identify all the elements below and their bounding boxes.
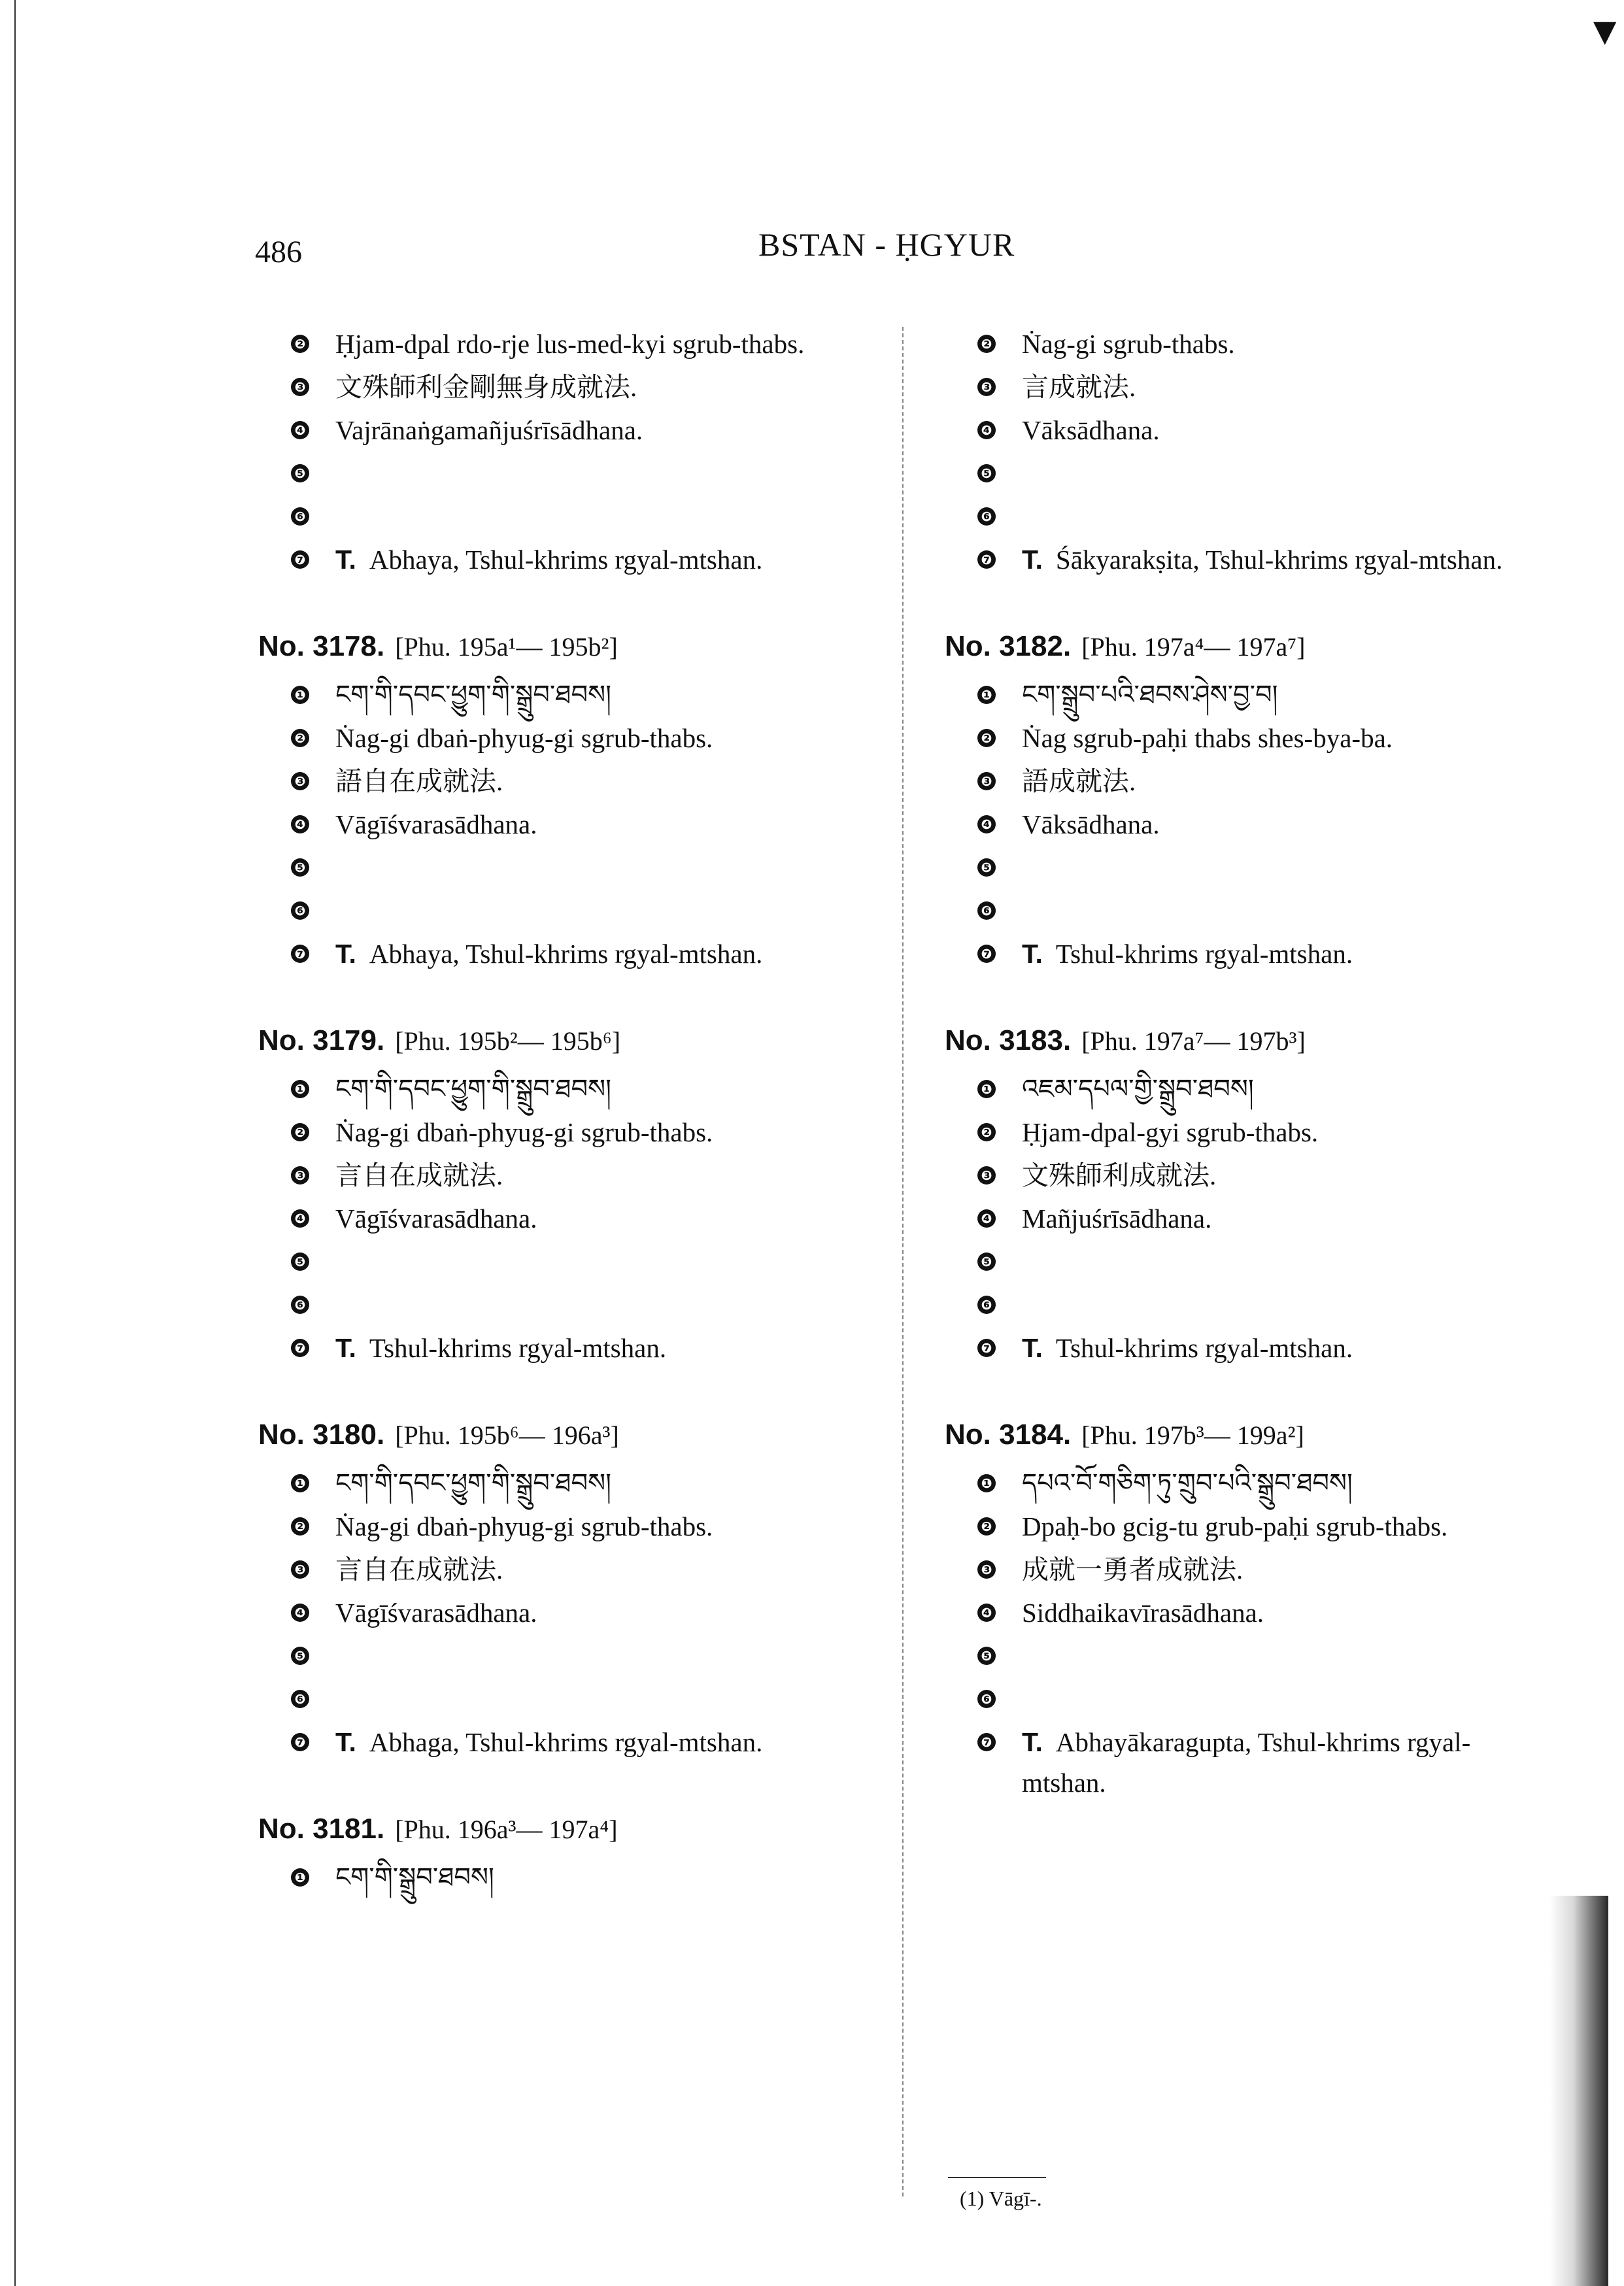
entry-field bbox=[977, 1592, 1553, 1636]
entry-field bbox=[291, 1285, 886, 1328]
entry-folio-ref: [Phu. 197a⁴— 197a⁷] bbox=[1081, 632, 1306, 662]
entry-heading bbox=[945, 1024, 1553, 1057]
field-number-marker: ❼ bbox=[291, 945, 309, 963]
left-margin-rule bbox=[14, 0, 16, 2286]
translator-prefix: T. bbox=[335, 1727, 356, 1757]
field-number-marker: ❻ bbox=[291, 507, 309, 526]
entry-folio-ref: [Phu. 197b³— 199a²] bbox=[1081, 1420, 1304, 1450]
field-number-marker: ❼ bbox=[977, 1339, 996, 1357]
entry-field bbox=[291, 1112, 886, 1155]
entry-field bbox=[977, 1506, 1553, 1549]
field-text: 語自在成就法. bbox=[335, 766, 503, 796]
entry-field bbox=[977, 1155, 1553, 1198]
field-text: Ṅag-gi dbaṅ-phyug-gi sgrub-thabs. bbox=[335, 1117, 713, 1147]
translator-prefix: T. bbox=[335, 545, 356, 575]
field-number-marker: ❺ bbox=[291, 858, 309, 877]
tibetan-title bbox=[335, 1463, 886, 1504]
field-value bbox=[335, 1112, 886, 1152]
entry-field bbox=[291, 1241, 886, 1285]
field-value bbox=[335, 804, 886, 845]
tibetan-title bbox=[1022, 675, 1553, 715]
entry-field bbox=[977, 539, 1553, 582]
field-number-marker: ❸ bbox=[977, 1560, 996, 1579]
field-value bbox=[335, 718, 886, 758]
field-number-marker: ❼ bbox=[291, 1339, 309, 1357]
field-text: Ṅag sgrub-paḥi thabs shes-bya-ba. bbox=[1022, 723, 1393, 753]
field-text: Tshul-khrims rgyal-mtshan. bbox=[369, 1333, 667, 1363]
tibetan-title bbox=[335, 675, 886, 715]
field-value bbox=[335, 410, 886, 450]
entry-field bbox=[291, 890, 886, 933]
field-number-marker: ❺ bbox=[291, 1252, 309, 1271]
field-number-marker: ❸ bbox=[977, 1166, 996, 1185]
field-text: Vāgīśvarasādhana. bbox=[335, 1203, 537, 1234]
entry-field bbox=[977, 804, 1553, 847]
entry-field bbox=[977, 453, 1553, 496]
entry-field bbox=[291, 1198, 886, 1241]
field-number-marker: ❸ bbox=[977, 772, 996, 790]
field-text: Vāgīśvarasādhana. bbox=[335, 1598, 537, 1628]
field-number-marker: ❼ bbox=[291, 1733, 309, 1751]
field-number-marker: ❹ bbox=[977, 1604, 996, 1622]
entry-field bbox=[977, 410, 1553, 453]
entry-field bbox=[977, 1679, 1553, 1722]
entry-field bbox=[977, 1328, 1553, 1371]
field-value bbox=[1022, 1506, 1553, 1547]
entry-field bbox=[977, 675, 1553, 718]
field-number-marker: ❸ bbox=[291, 772, 309, 790]
entry-field bbox=[977, 1549, 1553, 1592]
field-value bbox=[1022, 367, 1553, 407]
field-text: ངག་གི་དབང་ཕྱུག་གི་སྒྲུབ་ཐབས། bbox=[335, 1468, 611, 1498]
field-text: 成就一勇者成就法. bbox=[1022, 1555, 1243, 1585]
field-text: Ḥjam-dpal-gyi sgrub-thabs. bbox=[1022, 1117, 1319, 1147]
entry-field bbox=[291, 1549, 886, 1592]
field-value bbox=[335, 1506, 886, 1547]
right-column bbox=[945, 324, 1553, 1850]
entry-number: No. 3183. bbox=[945, 1024, 1072, 1056]
entry-field bbox=[977, 1241, 1553, 1285]
field-number-marker: ❸ bbox=[291, 378, 309, 396]
field-number-marker: ❷ bbox=[977, 1517, 996, 1536]
field-text: Vāksādhana. bbox=[1022, 415, 1160, 445]
field-number-marker: ❺ bbox=[977, 1647, 996, 1665]
field-number-marker: ❷ bbox=[291, 1517, 309, 1536]
entry-field bbox=[291, 804, 886, 847]
field-number-marker: ❷ bbox=[977, 335, 996, 353]
field-text: Vajrānaṅgamañjuśrīsādhana. bbox=[335, 415, 643, 445]
field-text: Mañjuśrīsādhana. bbox=[1022, 1203, 1212, 1234]
field-value bbox=[1022, 324, 1553, 364]
entry-folio-ref: [Phu. 195b⁶— 196a³] bbox=[395, 1420, 619, 1450]
entry-field bbox=[291, 1155, 886, 1198]
field-number-marker: ❸ bbox=[291, 1560, 309, 1579]
field-number-marker: ❻ bbox=[291, 1690, 309, 1708]
field-number-marker: ❹ bbox=[291, 1209, 309, 1228]
entry-field bbox=[291, 847, 886, 890]
translator-prefix: T. bbox=[1022, 939, 1043, 969]
entry-field bbox=[291, 453, 886, 496]
field-text: 言自在成就法. bbox=[335, 1555, 503, 1585]
entry-field bbox=[291, 1636, 886, 1679]
entry-field bbox=[291, 410, 886, 453]
column-divider bbox=[902, 327, 904, 2196]
entry-field bbox=[977, 496, 1553, 539]
field-number-marker: ❷ bbox=[291, 335, 309, 353]
field-text: ངག་སྒྲུབ་པའི་ཐབས་ཤེས་བྱ་བ། bbox=[1022, 680, 1278, 710]
field-value bbox=[1022, 933, 1553, 974]
tibetan-title bbox=[335, 1857, 886, 1898]
field-number-marker: ❻ bbox=[977, 1690, 996, 1708]
field-text: Abhayākaragupta, Tshul-khrims rgyal-mtshan. bbox=[1022, 1727, 1471, 1798]
entry-number: No. 3182. bbox=[945, 630, 1072, 662]
field-text: Dpaḥ-bo gcig-tu grub-paḥi sgrub-thabs. bbox=[1022, 1511, 1448, 1541]
field-value bbox=[335, 1328, 886, 1368]
entry-field bbox=[977, 1112, 1553, 1155]
field-number-marker: ❹ bbox=[291, 421, 309, 439]
entry-heading bbox=[258, 1812, 886, 1845]
tibetan-title bbox=[1022, 1463, 1553, 1504]
catalog-entry bbox=[258, 324, 886, 582]
entry-heading bbox=[258, 630, 886, 663]
field-text: Siddhaikavīrasādhana. bbox=[1022, 1598, 1264, 1628]
entry-field bbox=[977, 718, 1553, 761]
field-number-marker: ❶ bbox=[291, 1868, 309, 1887]
field-number-marker: ❻ bbox=[977, 901, 996, 920]
field-text: Śākyarakṣita, Tshul-khrims rgyal-mtshan. bbox=[1055, 545, 1503, 575]
field-value bbox=[335, 1722, 886, 1762]
tibetan-title bbox=[335, 1069, 886, 1109]
field-value bbox=[1022, 1112, 1553, 1152]
corner-mark: ▼ bbox=[1585, 10, 1624, 53]
translator-prefix: T. bbox=[1022, 545, 1043, 575]
entry-number: No. 3178. bbox=[258, 630, 385, 662]
field-number-marker: ❷ bbox=[291, 729, 309, 747]
entry-heading bbox=[945, 630, 1553, 663]
catalog-entry bbox=[258, 1418, 886, 1765]
field-value bbox=[1022, 1155, 1553, 1196]
entry-field bbox=[977, 890, 1553, 933]
field-value bbox=[1022, 1549, 1553, 1590]
field-number-marker: ❷ bbox=[291, 1123, 309, 1141]
field-number-marker: ❻ bbox=[291, 1296, 309, 1314]
entry-field bbox=[291, 1069, 886, 1112]
field-text: Vāgīśvarasādhana. bbox=[335, 809, 537, 839]
field-value bbox=[335, 1198, 886, 1239]
field-number-marker: ❻ bbox=[291, 901, 309, 920]
translator-prefix: T. bbox=[1022, 1727, 1043, 1757]
field-number-marker: ❹ bbox=[977, 815, 996, 833]
entry-field bbox=[291, 761, 886, 804]
field-value bbox=[1022, 1328, 1553, 1368]
entry-field bbox=[977, 1463, 1553, 1506]
field-number-marker: ❹ bbox=[977, 421, 996, 439]
field-number-marker: ❷ bbox=[977, 1123, 996, 1141]
field-value bbox=[1022, 718, 1553, 758]
field-number-marker: ❺ bbox=[291, 1647, 309, 1665]
field-text: 文殊師利成就法. bbox=[1022, 1160, 1217, 1190]
field-text: Tshul-khrims rgyal-mtshan. bbox=[1055, 1333, 1353, 1363]
entry-number: No. 3184. bbox=[945, 1419, 1072, 1451]
entry-field bbox=[977, 933, 1553, 977]
field-text: Ṅag-gi dbaṅ-phyug-gi sgrub-thabs. bbox=[335, 1511, 713, 1541]
entry-field bbox=[977, 1069, 1553, 1112]
field-number-marker: ❶ bbox=[291, 686, 309, 704]
catalog-entry bbox=[258, 630, 886, 977]
field-value bbox=[335, 761, 886, 801]
entry-field bbox=[291, 1857, 886, 1900]
entry-folio-ref: [Phu. 195b²— 195b⁶] bbox=[395, 1026, 621, 1056]
catalog-entry bbox=[945, 1418, 1553, 1803]
entry-number: No. 3180. bbox=[258, 1419, 385, 1451]
scan-edge-shadow bbox=[1549, 1896, 1608, 2286]
field-number-marker: ❷ bbox=[977, 729, 996, 747]
field-number-marker: ❶ bbox=[291, 1474, 309, 1492]
field-value bbox=[1022, 1722, 1553, 1803]
field-number-marker: ❸ bbox=[977, 378, 996, 396]
field-text: འཇམ་དཔལ་གྱི་སྒྲུབ་ཐབས། bbox=[1022, 1074, 1254, 1104]
entry-field bbox=[291, 324, 886, 367]
entry-field bbox=[291, 1679, 886, 1722]
entry-field bbox=[291, 1592, 886, 1636]
field-number-marker: ❺ bbox=[977, 858, 996, 877]
field-number-marker: ❼ bbox=[977, 945, 996, 963]
left-column bbox=[258, 324, 886, 1947]
field-number-marker: ❹ bbox=[291, 815, 309, 833]
entry-field bbox=[977, 1198, 1553, 1241]
entry-field bbox=[977, 1722, 1553, 1803]
footnote-rule bbox=[948, 2177, 1046, 2178]
field-number-marker: ❼ bbox=[977, 1733, 996, 1751]
catalog-entry bbox=[258, 1024, 886, 1371]
field-text: Ṅag-gi dbaṅ-phyug-gi sgrub-thabs. bbox=[335, 723, 713, 753]
field-number-marker: ❹ bbox=[291, 1604, 309, 1622]
field-value bbox=[1022, 1592, 1553, 1633]
field-value bbox=[1022, 804, 1553, 845]
field-value bbox=[335, 1592, 886, 1633]
field-value bbox=[1022, 1198, 1553, 1239]
entry-heading bbox=[258, 1418, 886, 1451]
entry-field bbox=[291, 1463, 886, 1506]
field-text: དཔའ་བོ་གཅིག་ཏུ་གྲུབ་པའི་སྒྲུབ་ཐབས། bbox=[1022, 1468, 1353, 1498]
entry-heading bbox=[945, 1418, 1553, 1451]
field-number-marker: ❶ bbox=[291, 1080, 309, 1098]
field-number-marker: ❺ bbox=[977, 464, 996, 482]
field-value bbox=[1022, 539, 1553, 580]
field-number-marker: ❶ bbox=[977, 1474, 996, 1492]
field-number-marker: ❻ bbox=[977, 507, 996, 526]
field-text: ངག་གི་སྒྲུབ་ཐབས། bbox=[335, 1862, 494, 1892]
field-value bbox=[335, 539, 886, 580]
field-value bbox=[1022, 410, 1553, 450]
entry-heading bbox=[258, 1024, 886, 1057]
entry-number: No. 3181. bbox=[258, 1813, 385, 1845]
field-value bbox=[335, 933, 886, 974]
field-value bbox=[335, 1549, 886, 1590]
entry-field bbox=[291, 675, 886, 718]
catalog-entry bbox=[945, 324, 1553, 582]
field-number-marker: ❹ bbox=[977, 1209, 996, 1228]
entry-field bbox=[977, 1636, 1553, 1679]
field-text: Vāksādhana. bbox=[1022, 809, 1160, 839]
field-text: 語成就法. bbox=[1022, 766, 1136, 796]
translator-prefix: T. bbox=[335, 1333, 356, 1363]
translator-prefix: T. bbox=[335, 939, 356, 969]
field-text: 文殊師利金剛無身成就法. bbox=[335, 372, 637, 402]
field-number-marker: ❻ bbox=[977, 1296, 996, 1314]
field-value bbox=[335, 324, 886, 364]
field-number-marker: ❶ bbox=[977, 1080, 996, 1098]
catalog-entry bbox=[258, 1812, 886, 1900]
field-text: 言成就法. bbox=[1022, 372, 1136, 402]
entry-field bbox=[977, 1285, 1553, 1328]
entry-field bbox=[291, 1506, 886, 1549]
footnote: (1) Vāgī-. bbox=[960, 2187, 1042, 2210]
entry-field bbox=[291, 1722, 886, 1765]
field-number-marker: ❺ bbox=[291, 464, 309, 482]
field-text: Tshul-khrims rgyal-mtshan. bbox=[1055, 939, 1353, 969]
field-text: Ṅag-gi sgrub-thabs. bbox=[1022, 329, 1235, 359]
entry-field bbox=[291, 933, 886, 977]
entry-number: No. 3179. bbox=[258, 1024, 385, 1056]
field-number-marker: ❼ bbox=[977, 550, 996, 569]
entry-field bbox=[291, 718, 886, 761]
entry-folio-ref: [Phu. 197a⁷— 197b³] bbox=[1081, 1026, 1306, 1056]
field-number-marker: ❼ bbox=[291, 550, 309, 569]
translator-prefix: T. bbox=[1022, 1333, 1043, 1363]
field-value bbox=[1022, 761, 1553, 801]
field-text: Abhaya, Tshul-khrims rgyal-mtshan. bbox=[369, 939, 763, 969]
entry-field bbox=[977, 324, 1553, 367]
catalog-entry bbox=[945, 1024, 1553, 1371]
running-head: BSTAN - ḤGYUR bbox=[758, 226, 1015, 263]
field-text: Abhaya, Tshul-khrims rgyal-mtshan. bbox=[369, 545, 763, 575]
entry-folio-ref: [Phu. 195a¹— 195b²] bbox=[395, 632, 618, 662]
catalog-entry bbox=[945, 630, 1553, 977]
entry-field bbox=[977, 367, 1553, 410]
entry-folio-ref: [Phu. 196a³— 197a⁴] bbox=[395, 1815, 618, 1844]
field-number-marker: ❶ bbox=[977, 686, 996, 704]
entry-field bbox=[291, 1328, 886, 1371]
field-number-marker: ❺ bbox=[977, 1252, 996, 1271]
field-value bbox=[335, 367, 886, 407]
entry-field bbox=[291, 496, 886, 539]
entry-field bbox=[977, 847, 1553, 890]
entry-field bbox=[291, 367, 886, 410]
field-text: Abhaga, Tshul-khrims rgyal-mtshan. bbox=[369, 1727, 763, 1757]
field-value bbox=[335, 1155, 886, 1196]
field-text: ངག་གི་དབང་ཕྱུག་གི་སྒྲུབ་ཐབས། bbox=[335, 1074, 611, 1104]
field-number-marker: ❸ bbox=[291, 1166, 309, 1185]
field-text: 言自在成就法. bbox=[335, 1160, 503, 1190]
page-number: 486 bbox=[255, 235, 302, 269]
tibetan-title bbox=[1022, 1069, 1553, 1109]
entry-field bbox=[977, 761, 1553, 804]
entry-field bbox=[291, 539, 886, 582]
field-text: ངག་གི་དབང་ཕྱུག་གི་སྒྲུབ་ཐབས། bbox=[335, 680, 611, 710]
field-text: Ḥjam-dpal rdo-rje lus-med-kyi sgrub-thabs. bbox=[335, 329, 805, 359]
